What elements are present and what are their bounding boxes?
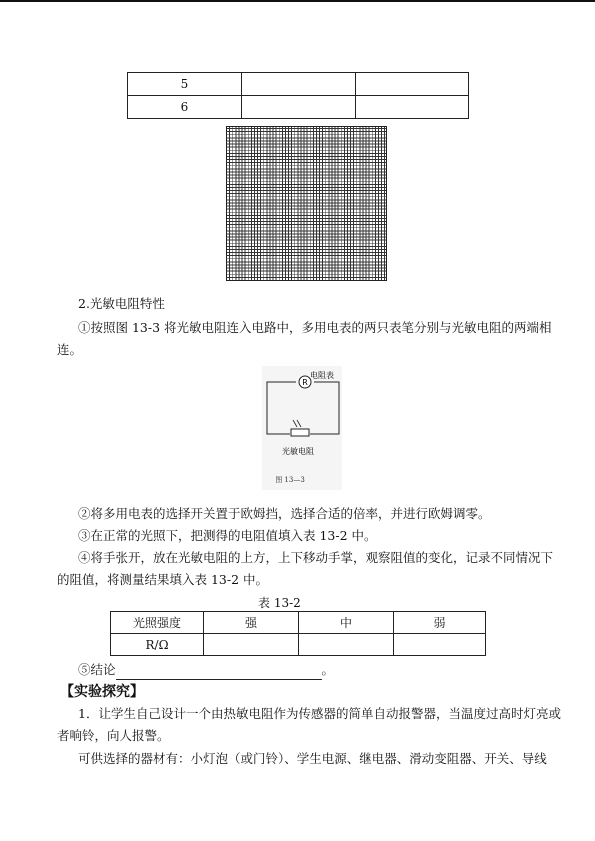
conclusion-end: 。 (321, 662, 335, 677)
table-cell (299, 634, 394, 656)
step-4-line-2: 的阻值，将测量结果填入表 13-2 中。 (57, 572, 269, 587)
figure-caption: 图 13—3 (275, 476, 305, 484)
section-title: 【实验探究】 (60, 684, 144, 700)
circuit-diagram (262, 366, 342, 490)
step-3: ③在正常的光照下，把测得的电阻值填入表 13-2 中。 (78, 528, 377, 543)
heading-photoresistor: 2.光敏电阻特性 (78, 296, 165, 311)
table-header-cell: 中 (299, 612, 394, 634)
table-cell (356, 96, 469, 119)
meter-label: 电阻表 (310, 371, 334, 380)
graph-paper-grid (226, 126, 387, 281)
table-header-cell: 光照强度 (111, 612, 204, 634)
exercise-1-line-2: 者响铃，向人报警。 (57, 728, 170, 743)
table-cell: R/Ω (111, 634, 204, 656)
materials-line: 可供选择的器材有：小灯泡（或门铃）、学生电源、继电器、滑动变阻器、开关、导线 (78, 751, 547, 766)
step-4-line-1: ④将手张开，放在光敏电阻的上方，上下移动手掌，观察阻值的变化，记录不同情况下 (78, 550, 554, 565)
table-header-cell: 弱 (394, 612, 486, 634)
resistor-label: 光敏电阻 (282, 447, 314, 456)
table-row (128, 73, 469, 96)
table-header-cell: 强 (204, 612, 299, 634)
table-cell: 5 (128, 73, 242, 96)
table-cell (356, 73, 469, 96)
step-2: ②将多用电表的选择开关置于欧姆挡，选择合适的倍率，并进行欧姆调零。 (78, 506, 491, 521)
conclusion-blank (116, 665, 322, 680)
conclusion-line (78, 660, 334, 680)
table-caption: 表 13-2 (258, 596, 301, 610)
conclusion-label: ⑤结论 (78, 662, 116, 677)
top-rule (0, 0, 595, 2)
photoresistor-icon (291, 429, 309, 436)
table-cell (204, 634, 299, 656)
step-1-line-2: 连。 (57, 342, 83, 357)
table-row (111, 634, 486, 656)
table-cell (394, 634, 486, 656)
ohmmeter-symbol: R (302, 378, 308, 387)
table-cell (242, 96, 356, 119)
exercise-1-line-1: 1．让学生自己设计一个由热敏电阻作为传感器的简单自动报警器，当温度过高时灯亮或 (78, 706, 561, 721)
table-row (128, 96, 469, 119)
table-cell (242, 73, 356, 96)
data-table-light (110, 611, 486, 656)
table-row (111, 612, 486, 634)
data-table-top (127, 72, 469, 119)
table-cell: 6 (128, 96, 242, 119)
step-1-line-1: ①按照图 13-3 将光敏电阻连入电路中，多用电表的两只表笔分别与光敏电阻的两端相 (78, 320, 552, 335)
